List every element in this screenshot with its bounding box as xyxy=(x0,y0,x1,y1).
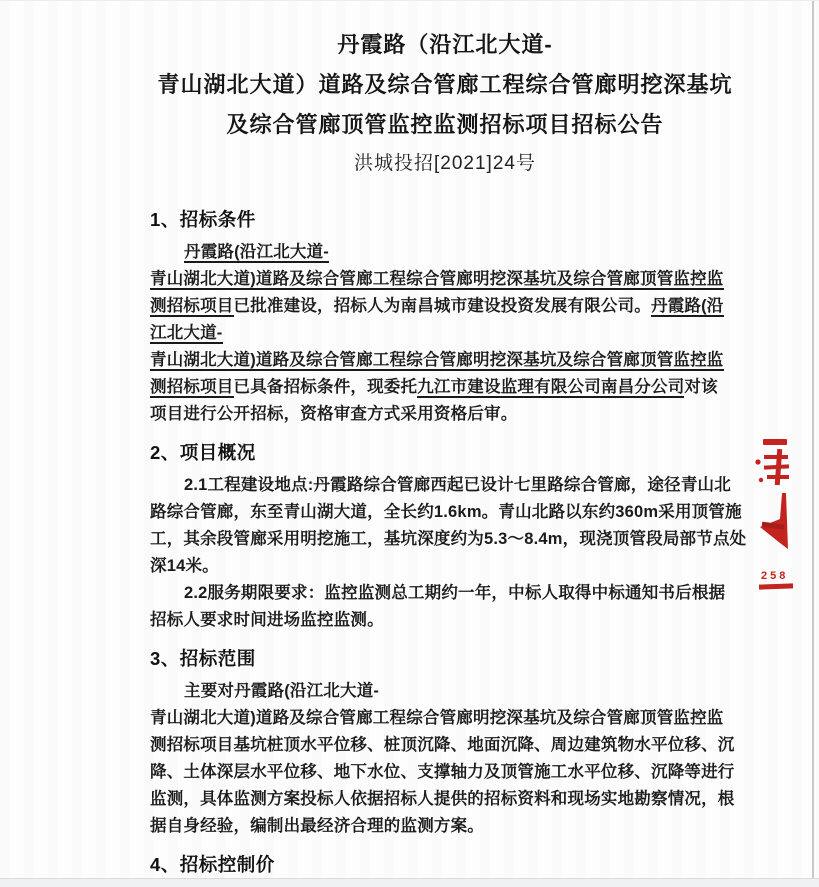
page-right-edge xyxy=(812,1,814,878)
underlined-text: 测招标项目 xyxy=(150,378,234,396)
underlined-text: 青山湖北大道)道路及综合管廊工程综合管廊明挖深基坑及综合管廊顶管监控监 xyxy=(150,270,724,288)
plain-text: 已具备招标条件，现委托 xyxy=(233,378,418,396)
title-line-1: 丹霞路（沿江北大道- xyxy=(337,32,553,57)
underlined-text: 丹霞路(沿 xyxy=(651,297,724,315)
title-line-2: 青山湖北大道）道路及综合管廊工程综合管廊明挖深基坑 xyxy=(157,72,733,97)
sections xyxy=(150,209,750,876)
text-line xyxy=(150,678,750,705)
text-line xyxy=(150,266,750,293)
plain-text: 测招标项目基坑桩顶水平位移、桩顶沉降、地面沉降、周边建筑物水平位移、沉 xyxy=(150,736,735,754)
text-line xyxy=(150,813,750,840)
plain-text: 2.1工程建设地点:丹霞路综合管廊西起已设计七里路综合管廊，途径青山北 xyxy=(184,476,731,494)
red-footnote-digits: 258 xyxy=(761,570,789,582)
text-line xyxy=(150,705,750,732)
document-number: 洪城投招[2021]24号 xyxy=(354,153,536,174)
plain-text: 已批准建设，招标人为南昌城市建设投资发展有限公司。 xyxy=(233,297,651,315)
plain-text: 监测，具体监测方案投标人依据招标人提供的招标资料和现场实地勘察情况，根 xyxy=(150,790,735,808)
plain-text: 青山湖北大道)道路及综合管廊工程综合管廊明挖深基坑及综合管廊顶管监控监 xyxy=(150,709,724,727)
title-line-3: 及综合管廊顶管监控监测招标项目招标公告 xyxy=(226,112,664,137)
underlined-text: 九江市建设监理有限公司南昌分公司 xyxy=(417,378,685,396)
text-line xyxy=(150,239,750,266)
plain-text: 降、土体深层水平位移、地下水位、支撑轴力及顶管施工水平位移、沉降等进行 xyxy=(150,763,735,781)
plain-text: 招标人要求时间进场监控监测。 xyxy=(150,611,384,629)
plain-text: 路综合管廊，东至青山湖大道，全长约1.6km。青山北路以东约360m采用顶管施 xyxy=(150,503,742,521)
underlined-text: 丹霞路(沿江北大道- xyxy=(184,243,329,261)
plain-text: 项目进行公开招标，资格审查方式采用资格后审。 xyxy=(150,405,518,423)
red-stamp-marks xyxy=(752,431,814,601)
plain-text: 对该 xyxy=(684,378,718,396)
text-line xyxy=(150,347,750,374)
document-content xyxy=(150,25,750,884)
underlined-text: 测招标项目 xyxy=(150,297,234,315)
underlined-text: 江北大道- xyxy=(150,324,223,342)
text-line xyxy=(150,472,750,499)
text-line xyxy=(150,526,750,553)
section xyxy=(150,442,750,634)
text-line xyxy=(150,553,750,580)
text-line xyxy=(150,786,750,813)
section xyxy=(150,209,750,428)
section-heading: 1、招标条件 xyxy=(150,209,256,230)
plain-text: 主要对丹霞路(沿江北大道- xyxy=(184,682,380,700)
plain-text: 2.2服务期限要求：监控监测总工期约一年，中标人取得中标通知书后根据 xyxy=(184,584,726,602)
document-title xyxy=(150,25,740,145)
text-line xyxy=(150,374,750,401)
plain-text: 工，其余段管廊采用明挖施工，基坑深度约为5.3～8.4m，现浇顶管段局部节点处 xyxy=(150,530,747,548)
section xyxy=(150,648,750,840)
section-heading: 2、项目概况 xyxy=(150,442,256,463)
text-line xyxy=(150,499,750,526)
plain-text: 据自身经验，编制出最经济合理的监测方案。 xyxy=(150,817,484,835)
section xyxy=(150,854,750,876)
underlined-text: 青山湖北大道)道路及综合管廊工程综合管廊明挖深基坑及综合管廊顶管监控监 xyxy=(150,351,724,369)
text-line xyxy=(150,580,750,607)
text-line xyxy=(150,607,750,634)
text-line xyxy=(150,320,750,347)
text-line xyxy=(150,293,750,320)
text-line xyxy=(150,401,750,428)
text-line xyxy=(150,732,750,759)
section-heading: 3、招标范围 xyxy=(150,648,256,669)
text-line xyxy=(150,759,750,786)
section-heading: 4、招标控制价 xyxy=(150,854,275,875)
plain-text: 深14米。 xyxy=(150,557,219,575)
